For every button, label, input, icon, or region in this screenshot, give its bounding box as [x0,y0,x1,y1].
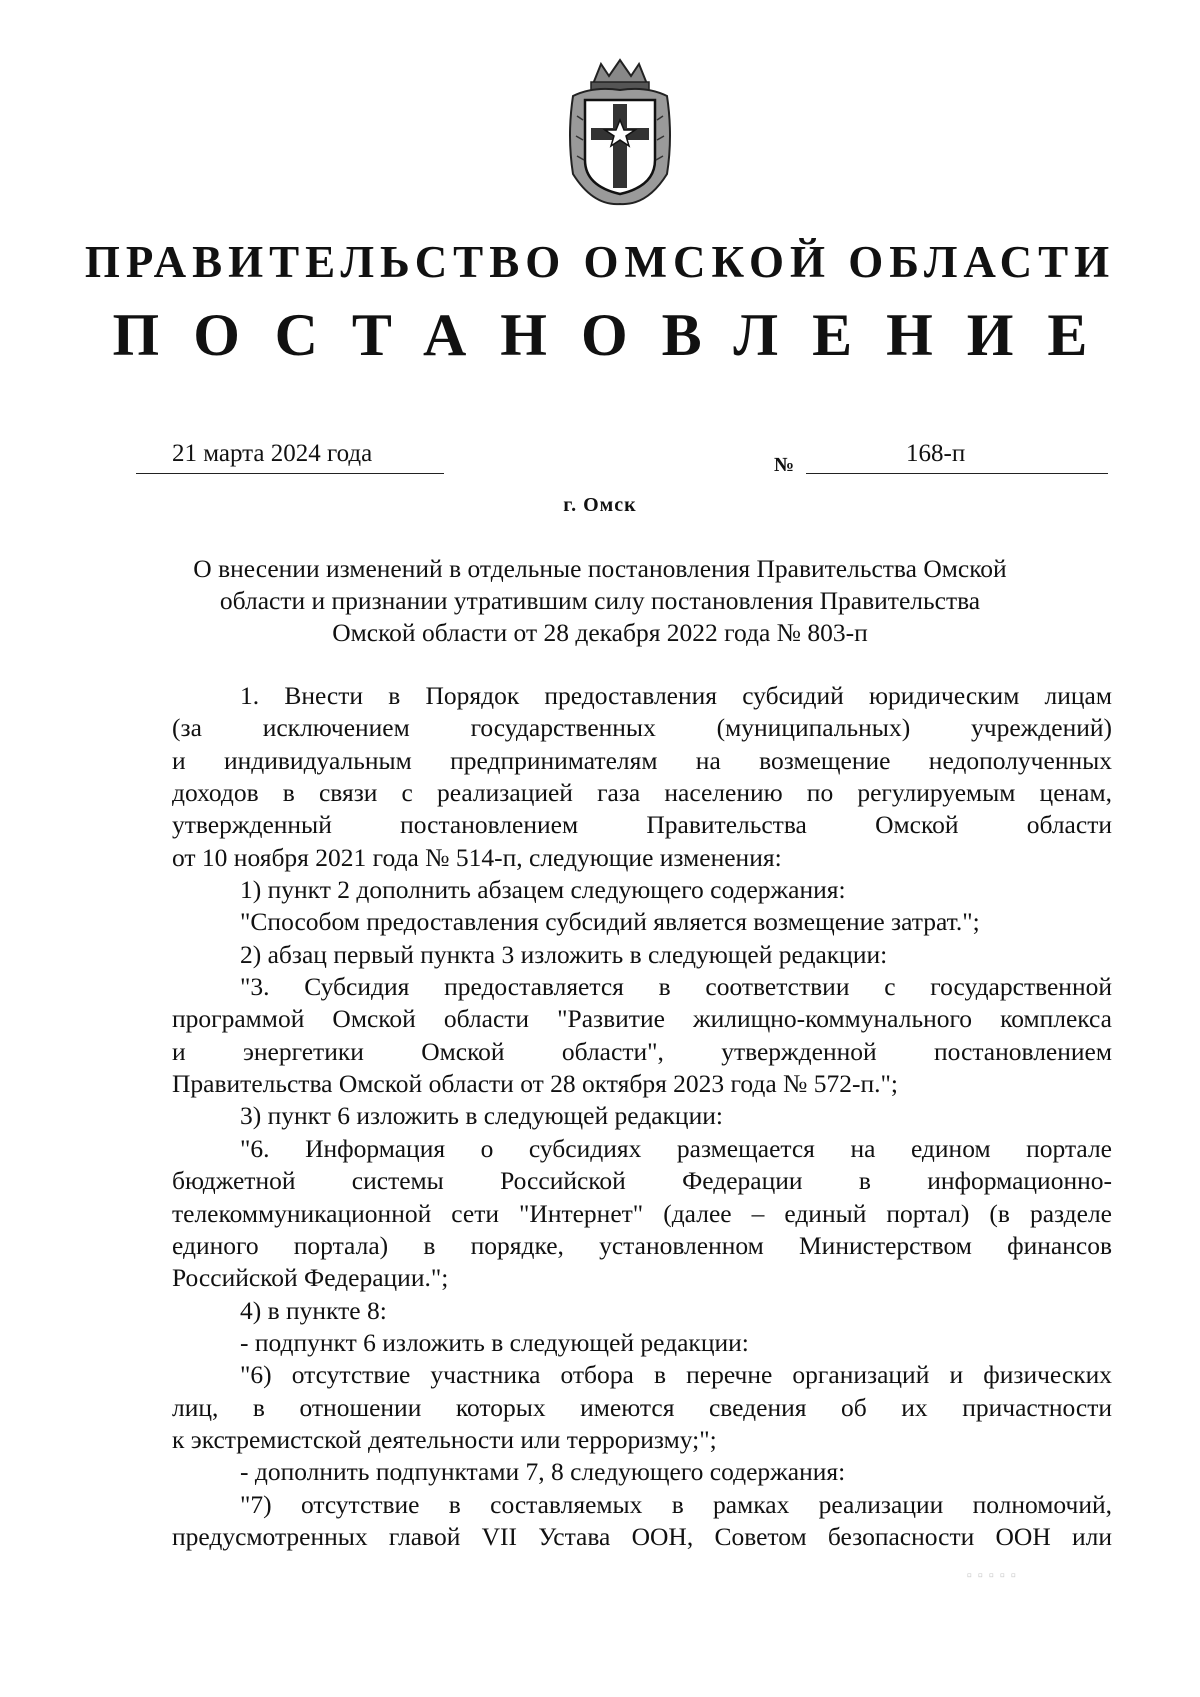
document-number: 168-п [906,440,966,467]
city: г. Омск [563,494,637,516]
body-line: бюджетной системы Российской Федерации в информационно- [172,1166,1112,1196]
body-line: и индивидуальным предпринимателям на возмещение недополученных [172,745,1112,775]
body-line: "7) отсутствие в составляемых в рамках реализации полномочий, [240,1489,1112,1519]
title-line: области и признании утратившим силу постановления Правительства [219,586,981,615]
number-sign: № [774,454,795,476]
date-field [136,439,444,474]
body-line: программой Омской области "Развитие жилищно-коммунального комплекса [172,1004,1112,1034]
body-line: предусмотренных главой VII Устава ООН, Советом безопасности ООН или [172,1521,1112,1551]
body-line: Правительства Омской области от 28 октября 2023 года № 572-п."; [172,1069,899,1099]
body-line: лиц, в отношении которых имеются сведения об их причастности [172,1392,1112,1422]
coat-of-arms-emblem [563,56,677,206]
body-line: "6) отсутствие участника отбора в перечне организаций и физических [240,1360,1112,1390]
document-body [172,680,1112,1553]
body-line: 2) абзац первый пункта 3 изложить в следующей редакции: [240,939,888,969]
body-line: утвержденный постановлением Правительства Омской области [172,810,1112,840]
title-line: Омской области от 28 декабря 2022 года № 803-п [332,618,868,647]
number-field [806,439,1108,474]
body-line: 1) пункт 2 дополнить абзацем следующего содержания: [240,875,846,905]
body-line: "3. Субсидия предоставляется в соответствии с государственной [240,972,1112,1002]
faint-scan-mark: ▫▫▫▫▫ [965,1568,1021,1585]
body-line: - подпункт 6 изложить в следующей редакции: [240,1327,749,1357]
body-line: телекоммуникационной сети "Интернет" (далее – единый портал) (в разделе [172,1198,1112,1228]
authority-name: ПРАВИТЕЛЬСТВО ОМСКОЙ ОБЛАСТИ [84,237,1116,287]
body-line: от 10 ноября 2021 года № 514-п, следующие изменения: [172,842,782,872]
body-line: "6. Информация о субсидиях размещается на едином портале [240,1133,1112,1163]
body-line: Российской Федерации."; [172,1263,449,1293]
body-line: 4) в пункте 8: [240,1295,387,1325]
body-line: и энергетики Омской области", утвержденной постановлением [172,1036,1112,1066]
body-line: к экстремистской деятельности или терроризму;"; [172,1424,717,1454]
document-type: ПОСТАНОВЛЕНИЕ [112,302,1122,368]
document-title [150,553,1050,649]
body-line: 3) пункт 6 изложить в следующей редакции: [240,1101,723,1131]
body-line: (за исключением государственных (муниципальных) учреждений) [172,713,1112,743]
body-line: "Способом предоставления субсидий является возмещение затрат."; [240,907,980,937]
document-date: 21 марта 2024 года [172,440,373,467]
body-line: единого портала) в порядке, установленном Министерством финансов [172,1230,1112,1260]
body-line: - дополнить подпунктами 7, 8 следующего содержания: [240,1457,846,1487]
body-line: 1. Внести в Порядок предоставления субсидий юридическим лицам [240,681,1112,710]
title-line: О внесении изменений в отдельные постановления Правительства Омской [193,554,1007,583]
body-line: доходов в связи с реализацией газа населению по регулируемым ценам, [172,778,1112,808]
